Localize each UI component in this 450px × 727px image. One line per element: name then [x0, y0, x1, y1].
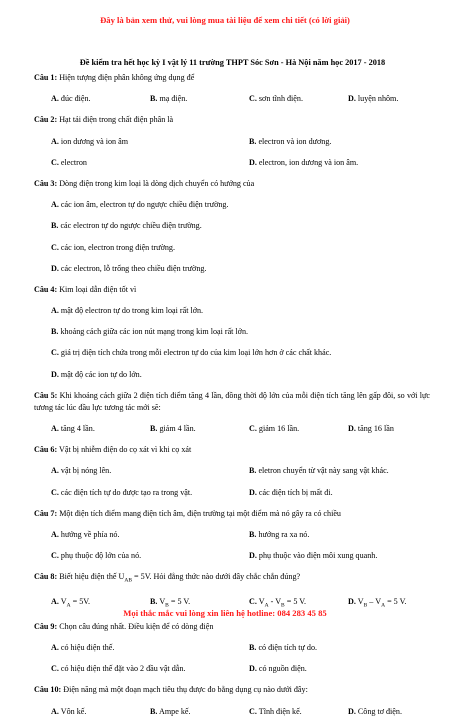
option-6b: B. eletron chuyển từ vật này sang vật khác. — [249, 466, 389, 476]
option-10c: C. Tĩnh điện kế. — [249, 706, 302, 716]
options-9-ab — [34, 642, 430, 654]
option-4c: C. giá trị điện tích chứa trong mỗi electron tự do của kim loại lớn hơn ở các chất khác. — [51, 348, 332, 358]
option-8d: D. $V_B - V_A = 5$ V. — [348, 597, 407, 609]
options-6-ab — [34, 465, 430, 477]
option-4d: D. mật độ các ion tự do lớn. — [51, 369, 142, 379]
option-8b: B. $V_B = 5$ V. — [150, 597, 191, 609]
options-9-cd — [34, 663, 430, 675]
options-10 — [34, 706, 430, 718]
option-10d: D. Công tơ điện. — [348, 706, 402, 716]
option-6a: A. vật bị nóng lên. — [51, 466, 112, 476]
option-7d: D. phụ thuộc vào điện môi xung quanh. — [249, 551, 378, 561]
question-6: Câu 6: Vật bị nhiễm điện do cọ xát vì khi cọ xát — [34, 445, 192, 455]
option-7b: B. hướng ra xa nó. — [249, 529, 310, 539]
option-2b: B. electron và ion dương. — [249, 136, 332, 146]
option-9d: D. có nguồn điện. — [249, 664, 307, 674]
options-7-ab — [34, 529, 430, 541]
option-6d: D. các điện tích bị mất đi. — [249, 487, 333, 497]
option-1b: B. mạ điện. — [150, 94, 188, 104]
option-4a: A. mật độ electron tự do trong kim loại rất lớn. — [51, 306, 204, 316]
question-2: Câu 2: Hạt tải điện trong chất điện phân là — [34, 115, 174, 125]
question-9: Câu 9: Chọn câu đúng nhất. Điều kiện để có dòng điện — [34, 621, 214, 631]
option-10a: A. Vôn kế. — [51, 706, 87, 716]
option-8c: C. $V_A - V_B = 5$ V. — [249, 597, 307, 609]
option-2c: C. electron — [51, 157, 87, 167]
option-4b: B. khoảng cách giữa các ion nút mạng trong kim loại rất lớn. — [51, 327, 249, 337]
options-2-cd — [34, 157, 430, 169]
option-10b: B. Ampe kế. — [150, 706, 191, 716]
options-5 — [34, 423, 430, 435]
option-1a: A. đúc điện. — [51, 94, 91, 104]
options-1 — [34, 93, 430, 105]
question-3: Câu 3: Dòng điện trong kim loại là dòng dịch chuyển có hướng của — [34, 178, 255, 188]
question-10: Câu 10: Điện năng mà một đoạn mạch tiêu thụ được đo bằng dụng cụ nào dưới đây: — [34, 685, 308, 695]
option-5b: B. giảm 4 lần. — [150, 424, 196, 433]
option-3d: D. các electron, lỗ trống theo chiều điện trường. — [51, 263, 207, 273]
option-5c: C. giảm 16 lần. — [249, 424, 300, 433]
option-9b: B. có điện tích tự do. — [249, 643, 318, 653]
options-7-cd — [34, 550, 430, 562]
option-5a: A. tăng 4 lần. — [51, 424, 95, 433]
option-1d: D. luyện nhôm. — [348, 94, 399, 104]
option-7a: A. hướng về phía nó. — [51, 529, 120, 539]
hotline-contact-banner: Mọi thắc mắc vui lòng xin liên hệ hotline: 084 283 45 85 — [123, 608, 327, 618]
option-6c: C. các điện tích tự do được tạo ra trong vật. — [51, 487, 193, 497]
options-6-cd — [34, 487, 430, 499]
option-3b: B. các electron tự do ngược chiều điện trường. — [51, 221, 202, 231]
option-2a: A. ion dương và ion âm — [51, 136, 129, 146]
question-5: Câu 5: Khi khoảng cách giữa 2 điện tích điểm tăng 4 lần, đồng thời độ lớn của mỗi điện tích tăng lên gấp đôi, so với lực tương tác lúc đầu lực tương tác mới sẽ: — [34, 390, 430, 412]
document-title: Đề kiểm tra hết học kỳ I vật lý 11 trường THPT Sóc Sơn - Hà Nội năm học 2017 - 2018 — [79, 58, 386, 67]
option-9c: C. có hiệu điện thế đặt vào 2 đầu vật dẫn. — [51, 664, 186, 674]
option-5d: D. tăng 16 lần — [348, 424, 394, 433]
option-3c: C. các ion, electron trong điện trường. — [51, 242, 175, 252]
options-2-ab — [34, 136, 430, 148]
option-8a: A. $V_A = 5V$. — [51, 597, 91, 609]
question-list — [34, 72, 430, 727]
question-8: Câu 8: Biết hiệu điện thế $U_{AB} = 5V$. Hỏi đẳng thức nào dưới đây chắc chắn đúng? — [34, 572, 301, 584]
preview-notice-banner: Đây là bản xem thử, vui lòng mua tài liệu để xem chi tiết (có lời giải) — [100, 15, 350, 25]
option-9a: A. có hiệu điện thế. — [51, 643, 115, 653]
option-2d: D. electron, ion dương và ion âm. — [249, 157, 359, 167]
option-3a: A. các ion âm, electron tự do ngược chiều điện trường. — [51, 200, 229, 210]
question-4: Câu 4: Kim loại dẫn điện tốt vì — [34, 284, 137, 294]
question-7: Câu 7: Một điện tích điểm mang điện tích âm, điện trường tại một điểm mà nó gây ra có chiều — [34, 508, 341, 518]
option-7c: C. phụ thuộc độ lớn của nó. — [51, 551, 142, 561]
question-1: Câu 1: Hiện tượng điện phân không ứng dụng để — [34, 73, 195, 82]
option-1c: C. sơn tĩnh điện. — [249, 94, 303, 104]
